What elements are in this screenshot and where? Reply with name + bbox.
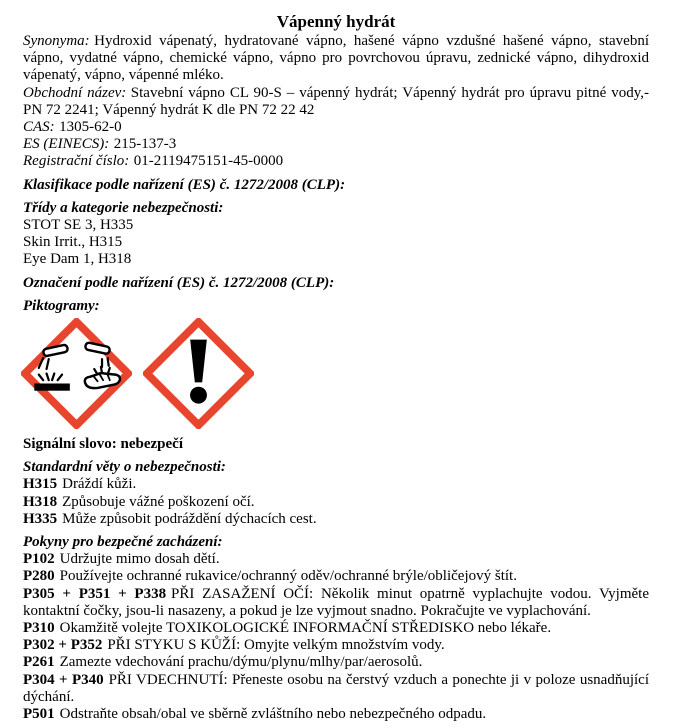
labelling-heading: Označení podle nařízení (ES) č. 1272/2008 (CLP): [23, 274, 335, 291]
h-text: Způsobuje vážné poškození očí. [62, 493, 255, 510]
p-text: Okamžitě volejte TOXIKOLOGICKÉ INFORMAČNÍ STŘEDISKO nebo lékaře. [59, 620, 552, 637]
cas-line [23, 119, 649, 136]
registration-line [23, 153, 649, 170]
p-code: P280 [23, 568, 55, 585]
einecs-label: ES (EINECS): [23, 136, 110, 153]
precautionary-statement [23, 620, 649, 637]
p-text: Odstraňte obsah/obal ve sběrně zvláštního nebo nebezpečného odpadu. [59, 706, 487, 723]
trade-name-text: Stavební vápno CL 90-S – vápenný hydrát; Vápenný hydrát pro úpravu pitné vody,- PN 72 2241; Vápenný hydrát K dle PN 72 22 42 [23, 84, 649, 118]
hazard-class-line: Eye Dam 1, H318 [23, 251, 132, 268]
classification-heading: Klasifikace podle nařízení (ES) č. 1272/2008 (CLP): [23, 176, 346, 193]
p-text: PŘI VDECHNUTÍ: Přeneste osobu na čerstvý vzduch a ponechte ji v poloze usnadňující dýchání. [23, 671, 649, 705]
hazard-statement [23, 476, 649, 493]
p-text: PŘI STYKU S KŮŽÍ: Omyjte velkým množstvím vody. [107, 637, 445, 654]
precautionary-statement [23, 551, 649, 568]
registration-label: Registrační číslo: [23, 153, 130, 170]
h-text: Dráždí kůži. [62, 476, 137, 493]
p-code: P102 [23, 551, 55, 568]
trade-name-label: Obchodní název: [23, 84, 127, 101]
p-code: P310 [23, 620, 55, 637]
precautionary-statement [23, 654, 649, 671]
precautionary-statement [23, 706, 649, 723]
hazard-class-line: STOT SE 3, H335 [23, 217, 134, 234]
p-text: PŘI ZASAŽENÍ OČÍ: Několik minut opatrně vyplachujte vodou. Vyjměte kontaktní čočky, jsou-li nasazeny, a pokud je lze vyjmout snadno. Pokračujte ve vyplachování. [23, 585, 649, 619]
p-text: Udržujte mimo dosah dětí. [59, 551, 220, 568]
signal-word-line: Signální slovo: nebezpečí [23, 436, 184, 453]
trade-name-paragraph [23, 85, 649, 119]
precautionary-statement [23, 672, 649, 706]
p-text: Zamezte vdechování prachu/dýmu/plynu/mlhy/par/aerosolů. [59, 654, 423, 671]
p-code: P501 [23, 706, 55, 723]
einecs-value: 215-137-3 [113, 136, 177, 153]
cas-label: CAS: [23, 119, 55, 136]
p-code: P302 + P352 [23, 637, 103, 654]
synonyms-text: Hydroxid vápenatý, hydratované vápno, hašené vápno vzdušné hašené vápno, stavební vápno, vydatné vápno, chemické vápno, vápno pro povrchovou úpravu, zednické vápno, dihydroxid vápenatý, vápno, vápenné mléko. [23, 33, 649, 84]
h-code: H335 [23, 510, 58, 527]
page-title: Vápenný hydrát [276, 12, 396, 31]
synonyms-paragraph [23, 33, 649, 85]
hazard-statement [23, 511, 649, 528]
precautionary-statement [23, 586, 649, 620]
hazard-statements-heading: Standardní věty o nebezpečnosti: [23, 459, 226, 476]
hazard-class-line: Skin Irrit., H315 [23, 234, 123, 251]
precautionary-heading: Pokyny pro bezpečné zacházení: [23, 534, 223, 551]
h-code: H315 [23, 476, 58, 493]
precautionary-statement [23, 637, 649, 654]
p-code: P261 [23, 654, 55, 671]
hazard-statement [23, 494, 649, 511]
einecs-line [23, 136, 649, 153]
p-code: P305 + P351 + P338 [23, 585, 167, 602]
p-text: Používejte ochranné rukavice/ochranný oděv/ochranné brýle/obličejový štít. [59, 568, 517, 585]
pictograms-row [21, 318, 649, 429]
registration-value: 01-2119475151-45-0000 [133, 153, 284, 170]
p-code: P304 + P340 [23, 671, 104, 688]
cas-value: 1305-62-0 [59, 119, 122, 136]
ghs05-corrosive-icon [21, 318, 132, 429]
synonyms-label: Synonyma: [23, 33, 90, 49]
pictograms-label: Piktogramy: [23, 297, 100, 314]
precautionary-statement [23, 568, 649, 585]
h-code: H318 [23, 493, 58, 510]
ghs07-exclamation-icon [143, 318, 254, 429]
h-text: Může způsobit podráždění dýchacích cest. [62, 510, 317, 527]
hazard-classes-heading: Třídy a kategorie nebezpečnosti: [23, 199, 224, 216]
